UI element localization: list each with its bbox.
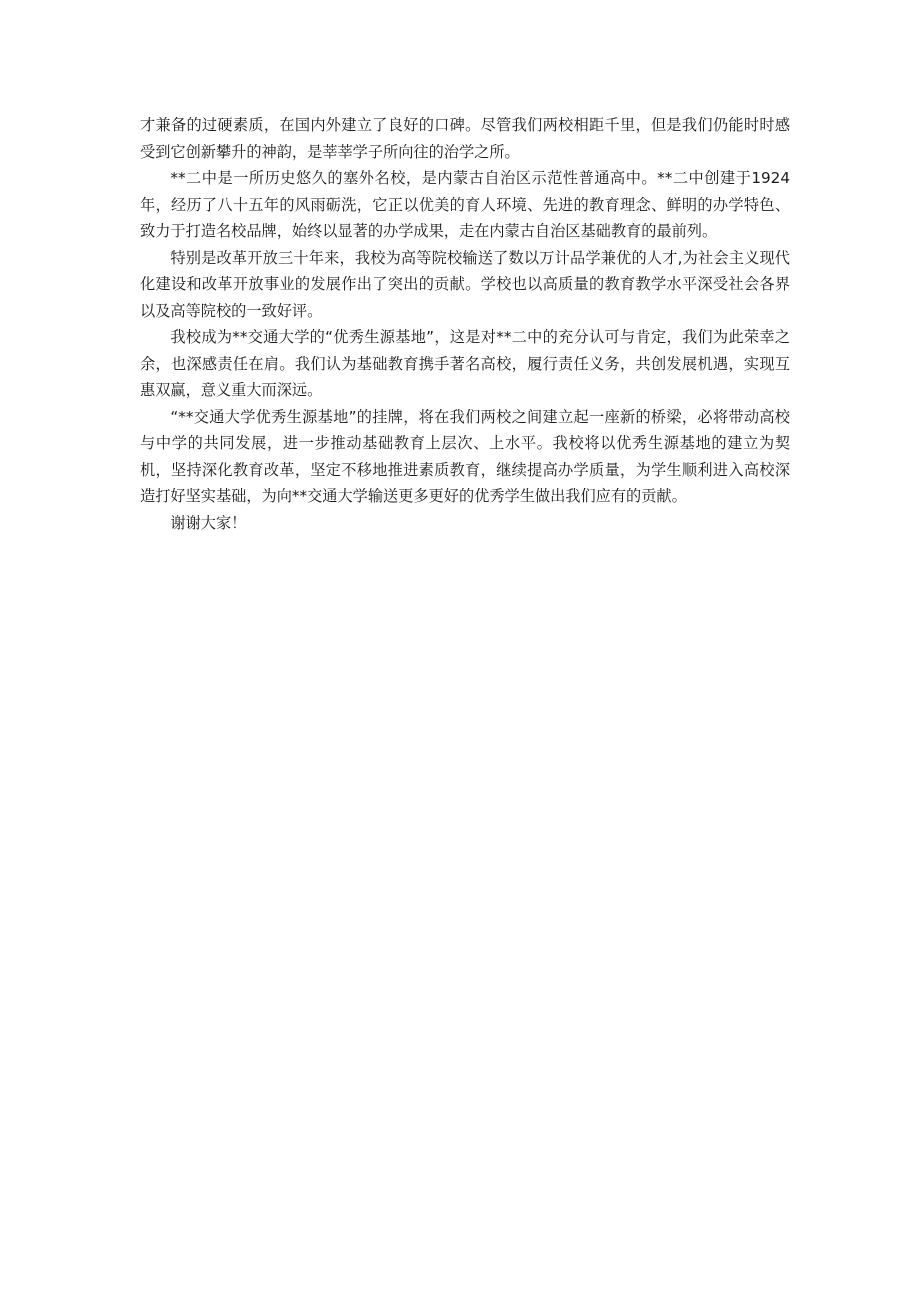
paragraph-school-history: **二中是一所历史悠久的塞外名校，是内蒙古自治区示范性普通高中。**二中创建于1924年，经历了八十五年的风雨砺洗，它正以优美的育人环境、先进的教育理念、鲜明的办学特色、致力于打造名校品牌，始终以显著的办学成果，走在内蒙古自治区基础教育的最前列。 (140, 169, 790, 240)
paragraph-thanks: 谢谢大家！ (170, 513, 247, 532)
paragraph-continuation: 才兼备的过硬素质，在国内外建立了良好的口碑。尽管我们两校相距千里，但是我们仍能时时感受到它创新攀升的神韵，是莘莘学子所向往的治学之所。 (140, 116, 790, 161)
paragraph-achievements: 特别是改革开放三十年来，我校为高等院校输送了数以万计品学兼优的人才,为社会主义现代化建设和改革开放事业的发展作出了突出的贡献。学校也以高质量的教育教学水平深受社会各界以及高等院校的一致好评。 (140, 248, 790, 320)
document-page (140, 112, 790, 536)
paragraph-base-recognition: 我校成为**交通大学的“优秀生源基地”，这是对**二中的充分认可与肯定，我们为此荣幸之余，也深感责任在肩。我们认为基础教育携手著名高校，履行责任义务，共创发展机遇，实现互惠双赢，意义重大而深远。 (140, 328, 790, 399)
paragraph-bridge: “**交通大学优秀生源基地”的挂牌，将在我们两校之间建立起一座新的桥梁，必将带动高校与中学的共同发展，进一步推动基础教育上层次、上水平。我校将以优秀生源基地的建立为契机，坚持深化教育改革，坚定不移地推进素质教育，继续提高办学质量，为学生顺利进入高校深造打好坚实基础，为向**交通大学输送更多更好的优秀学生做出我们应有的贡献。 (140, 407, 790, 505)
